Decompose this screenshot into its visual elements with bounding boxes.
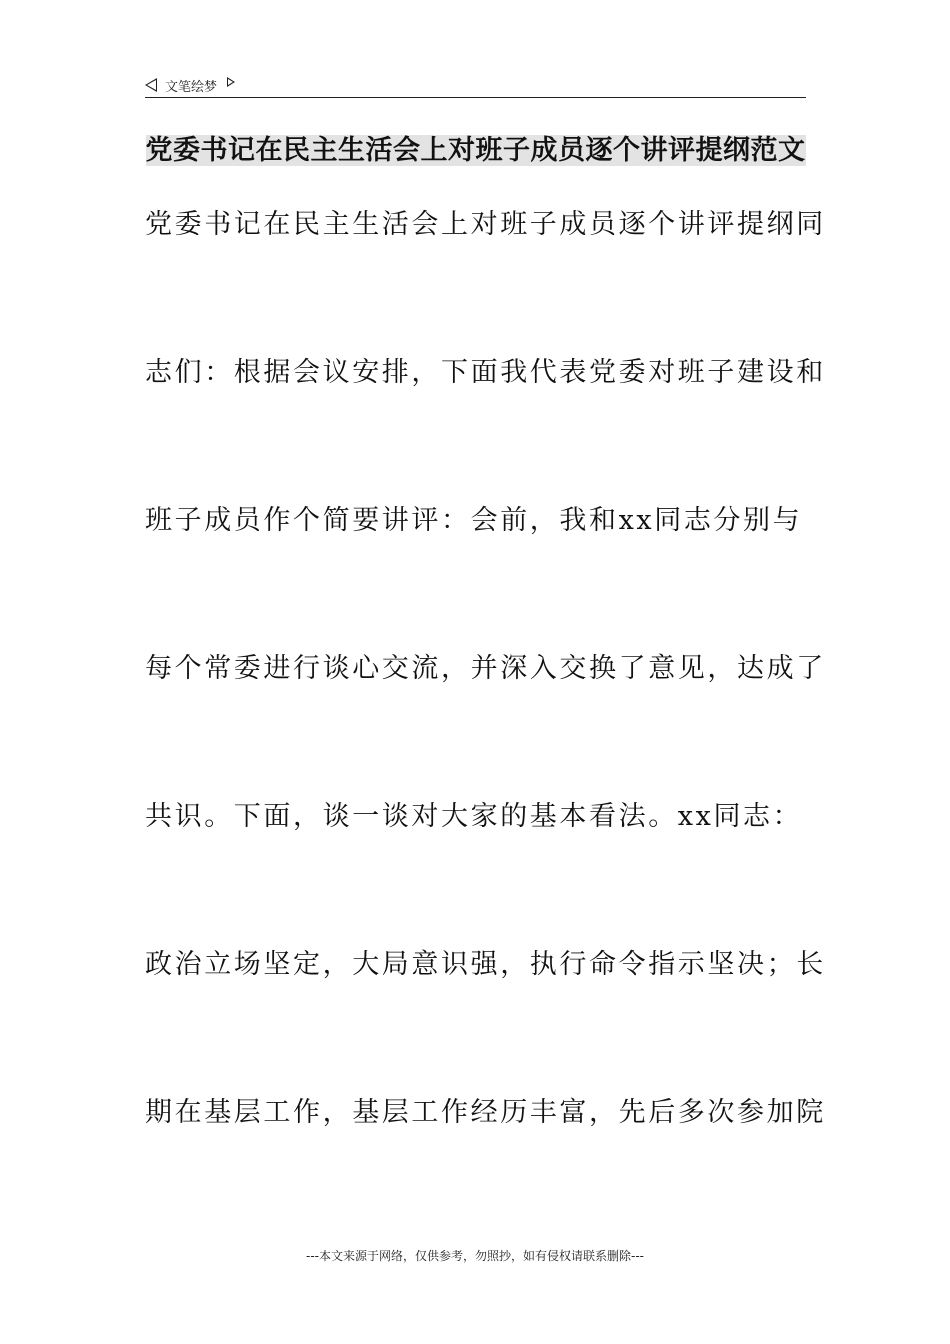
header-divider	[145, 97, 806, 98]
body-line: 每个常委进行谈心交流，并深入交换了意见，达成了	[145, 653, 826, 684]
triangle-right-icon	[227, 77, 235, 87]
document-title	[145, 128, 806, 174]
body-line: 党委书记在民主生活会上对班子成员逐个讲评提纲同	[145, 209, 826, 240]
document-body	[145, 205, 826, 1241]
body-line: 班子成员作个简要讲评：会前，我和xx同志分别与	[145, 505, 803, 536]
body-line: 期在基层工作，基层工作经历丰富，先后多次参加院	[145, 1097, 826, 1128]
body-line: 志们：根据会议安排，下面我代表党委对班子建设和	[145, 357, 826, 388]
body-line: 共识。下面，谈一谈对大家的基本看法。xx同志：	[145, 801, 803, 832]
page-header	[145, 74, 235, 96]
body-line: 政治立场坚定，大局意识强，执行命令指示坚决；长	[145, 949, 826, 980]
document-title-text: 党委书记在民主生活会上对班子成员逐个讲评提纲范文	[145, 135, 806, 166]
header-brand: 文笔绘梦	[165, 79, 218, 95]
page-footer-disclaimer: ---本文来源于网络，仅供参考，勿照抄，如有侵权请联系删除---	[306, 1249, 644, 1263]
triangle-left-icon	[145, 78, 157, 92]
